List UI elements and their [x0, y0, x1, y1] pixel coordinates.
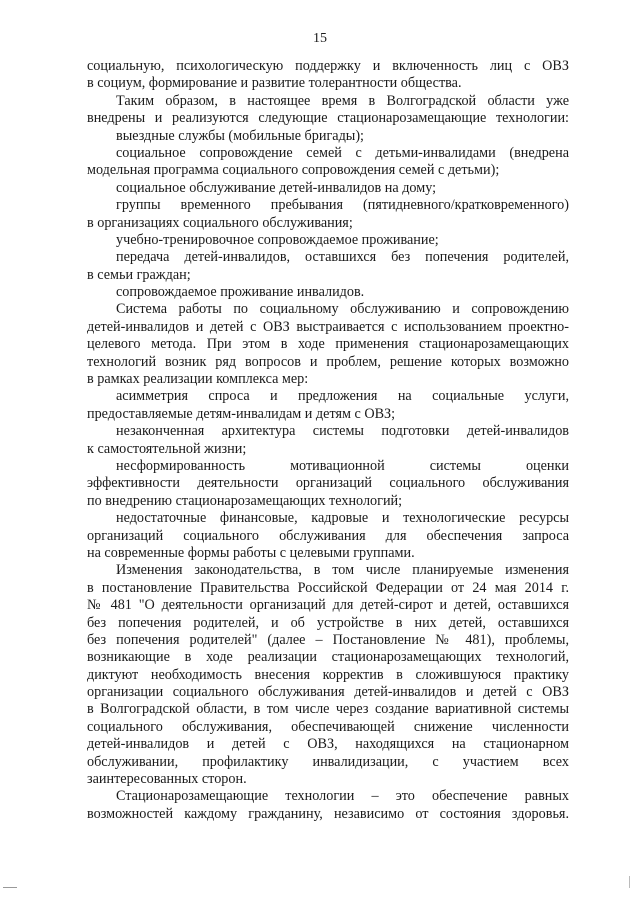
- text-line: группы временного пребывания (пятидневного/кратковременного): [116, 197, 569, 214]
- text-line: социальное сопровождение семей с детьми-инвалидами (внедрена: [116, 144, 569, 161]
- text-line: Система работы по социальному обслуживанию и сопровождению: [116, 301, 569, 318]
- text-line: внедрены и реализуются следующие стационарозамещающие технологии:: [87, 110, 569, 127]
- text-line: социальную, психологическую поддержку и включенность лиц с ОВЗ: [87, 58, 569, 74]
- text-line: в постановление Правительства Российской Федерации от 24 мая 2014 г.: [87, 579, 569, 596]
- text-line: сопровождаемое проживание инвалидов.: [116, 284, 365, 301]
- text-line: детей-инвалидов и детей с ОВЗ, находящихся на стационарном: [87, 736, 569, 753]
- text-line: в социум, формирование и развитие толерантности общества.: [87, 75, 462, 92]
- text-line: детей-инвалидов и детей с ОВЗ выстраивается с использованием проектно-: [87, 318, 569, 335]
- text-line: выездные службы (мобильные бригады);: [116, 127, 364, 144]
- document-body: [87, 58, 569, 823]
- text-line: социального обслуживания, обеспечивающей снижение численности: [87, 718, 569, 735]
- text-line: Изменения законодательства, в том числе планируемые изменения: [116, 562, 569, 579]
- text-line: в организациях социального обслуживания;: [87, 214, 353, 231]
- text-line: организаций социального обслуживания для обеспечения запроса: [87, 527, 569, 544]
- text-line: диктуют необходимость внесения корректив в сложившуюся практику: [87, 666, 569, 683]
- scan-edge-mark: [629, 876, 630, 888]
- text-line: возможностей каждому гражданину, независимо от состояния здоровья.: [87, 805, 569, 822]
- text-line: на современные формы работы с целевыми группами.: [87, 544, 415, 561]
- text-line: передача детей-инвалидов, оставшихся без попечения родителей,: [116, 249, 569, 266]
- text-line: эффективности деятельности организаций социального обслуживания: [87, 475, 569, 492]
- scan-edge-mark: [3, 887, 17, 888]
- text-line: возникающие в ходе реализации стационарозамещающих технологий,: [87, 649, 569, 666]
- text-line: без попечения родителей" (далее – Постановление № 481), проблемы,: [87, 631, 569, 648]
- text-line: асимметрия спроса и предложения на социальные услуги,: [116, 388, 569, 405]
- text-line: без попечения родителей, и об устройстве в них детей, оставшихся: [87, 614, 569, 631]
- text-line: целевого метода. При этом в ходе применения стационарозамещающих: [87, 336, 569, 353]
- text-line: незаконченная архитектура системы подготовки детей-инвалидов: [116, 423, 569, 440]
- text-line: технологий возник ряд вопросов и проблем, решение которых возможно: [87, 353, 569, 370]
- text-line: в Волгоградской области, в том числе через создание вариативной системы: [87, 701, 569, 718]
- page-number: 15: [313, 31, 327, 46]
- text-line: в рамках реализации комплекса мер:: [87, 371, 309, 388]
- text-line: несформированность мотивационной системы оценки: [116, 457, 569, 474]
- text-line: модельная программа социального сопровождения семей с детьми);: [87, 162, 500, 179]
- text-line: организации социального обслуживания детей-инвалидов и детей с ОВЗ: [87, 684, 569, 701]
- text-line: социальное обслуживание детей-инвалидов на дому;: [116, 179, 437, 196]
- text-line: Стационарозамещающие технологии – это обеспечение равных: [116, 788, 569, 805]
- text-line: № 481 "О деятельности организаций для детей-сирот и детей, оставшихся: [87, 597, 569, 614]
- text-line: учебно-тренировочное сопровождаемое проживание;: [116, 231, 439, 248]
- text-line: предоставляемые детям-инвалидам и детям с ОВЗ;: [87, 405, 396, 422]
- text-line: недостаточные финансовые, кадровые и технологические ресурсы: [116, 510, 569, 527]
- text-line: Таким образом, в настоящее время в Волгоградской области уже: [116, 92, 569, 109]
- text-line: по внедрению стационарозамещающих технологий;: [87, 492, 403, 509]
- text-line: заинтересованных сторон.: [87, 771, 247, 788]
- text-line: в семьи граждан;: [87, 266, 191, 283]
- text-line: обслуживании, профилактику инвалидизации, с участием всех: [87, 753, 569, 770]
- text-line: к самостоятельной жизни;: [87, 440, 247, 457]
